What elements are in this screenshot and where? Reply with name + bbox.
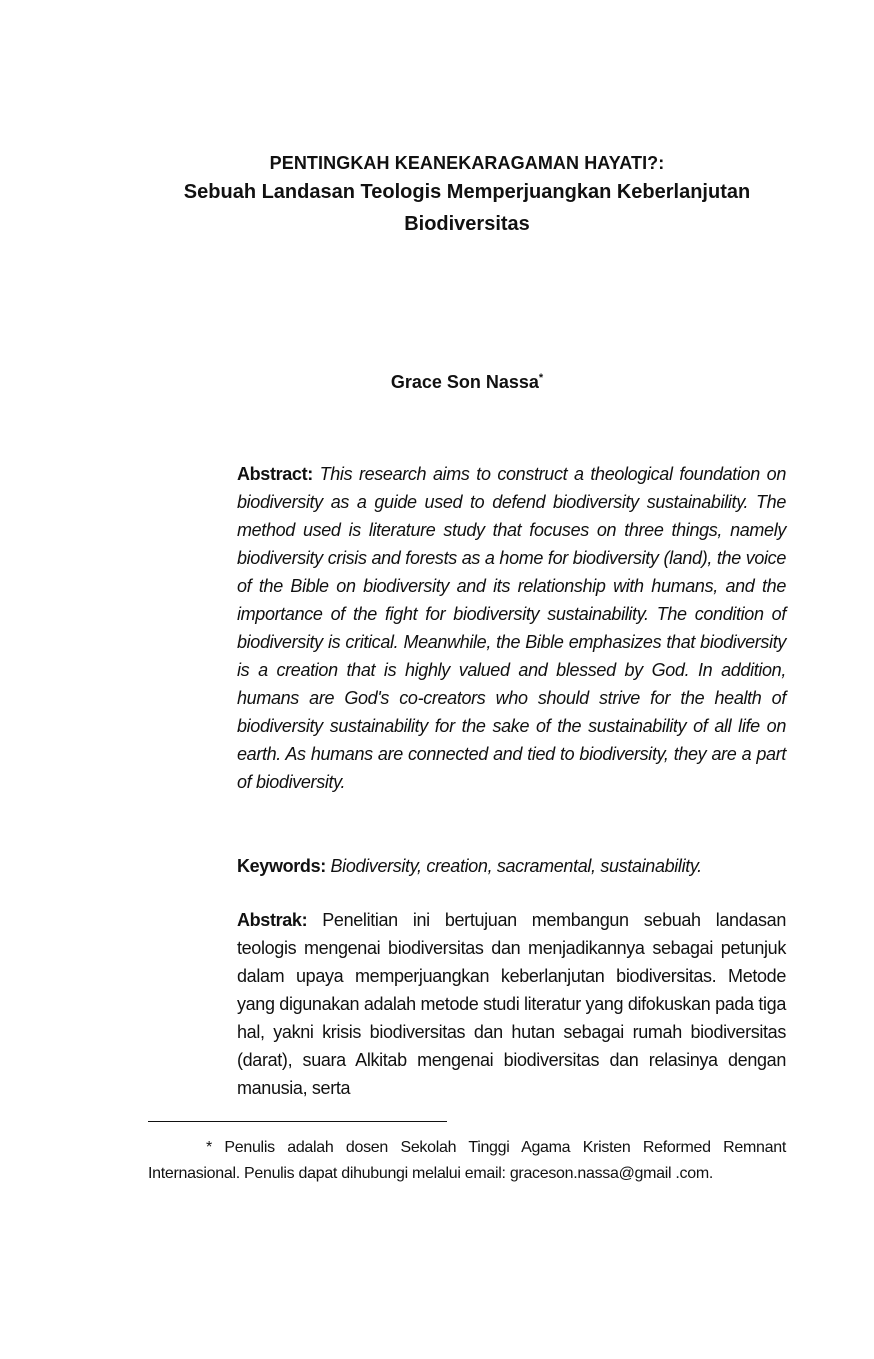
abstract-indonesian [237, 906, 786, 1102]
footnote-divider [148, 1121, 447, 1122]
keywords-text: Biodiversity, creation, sacramental, sustainability. [330, 856, 702, 876]
abstract-english-text: This research aims to construct a theological foundation on biodiversity as a guide used to defend biodiversity sustainability. The method used is literature study that focuses on three things, namely biodiversity crisis and forests as a home for biodiversity (land), the voice of the Bible on biodiversity and its relationship with humans, and the importance of the fight for biodiversity sustainability. The condition of biodiversity is critical. Meanwhile, the Bible emphasizes that biodiversity is a creation that is highly valued and blessed by God. In addition, humans are God's co-creators who should strive for the health of biodiversity sustainability for the sake of the sustainability of all life on earth. As humans are connected and tied to biodiversity, they are a part of biodiversity. [237, 464, 786, 792]
article-subtitle: Sebuah Landasan Teologis Memperjuangkan Keberlanjutan Biodiversitas [183, 181, 751, 235]
abstract-english-label: Abstract: [237, 464, 313, 484]
author-footnote-mark: * [538, 372, 544, 384]
footnote [148, 1135, 786, 1187]
footnote-text: Penulis adalah dosen Sekolah Tinggi Agama Kristen Reformed Remnant Internasional. Penulis dapat dihubungi melalui email: graceson.nassa@gmail .com. [148, 1139, 786, 1182]
abstract-english [237, 460, 786, 796]
keywords [237, 852, 786, 880]
author-line [120, 369, 814, 395]
abstract-indonesian-text: Penelitian ini bertujuan membangun sebuah landasan teologis mengenai biodiversitas dan menjadikannya sebagai petunjuk dalam upaya memperjuangkan keberlanjutan biodiversitas. Metode yang digunakan adalah metode studi literatur yang difokuskan pada tiga hal, yakni krisis biodiversitas dan hutan sebagai rumah biodiversitas (darat), suara Alkitab mengenai biodiversitas dan relasinya dengan manusia, serta [237, 910, 787, 1098]
abstract-indonesian-label: Abstrak: [237, 910, 308, 930]
article-title: PENTINGKAH KEANEKARAGAMAN HAYATI?: [269, 153, 665, 173]
author-name: Grace Son Nassa [390, 372, 539, 392]
article-title-block [120, 150, 814, 240]
keywords-label: Keywords: [237, 856, 326, 876]
footnote-mark: * [206, 1139, 212, 1156]
